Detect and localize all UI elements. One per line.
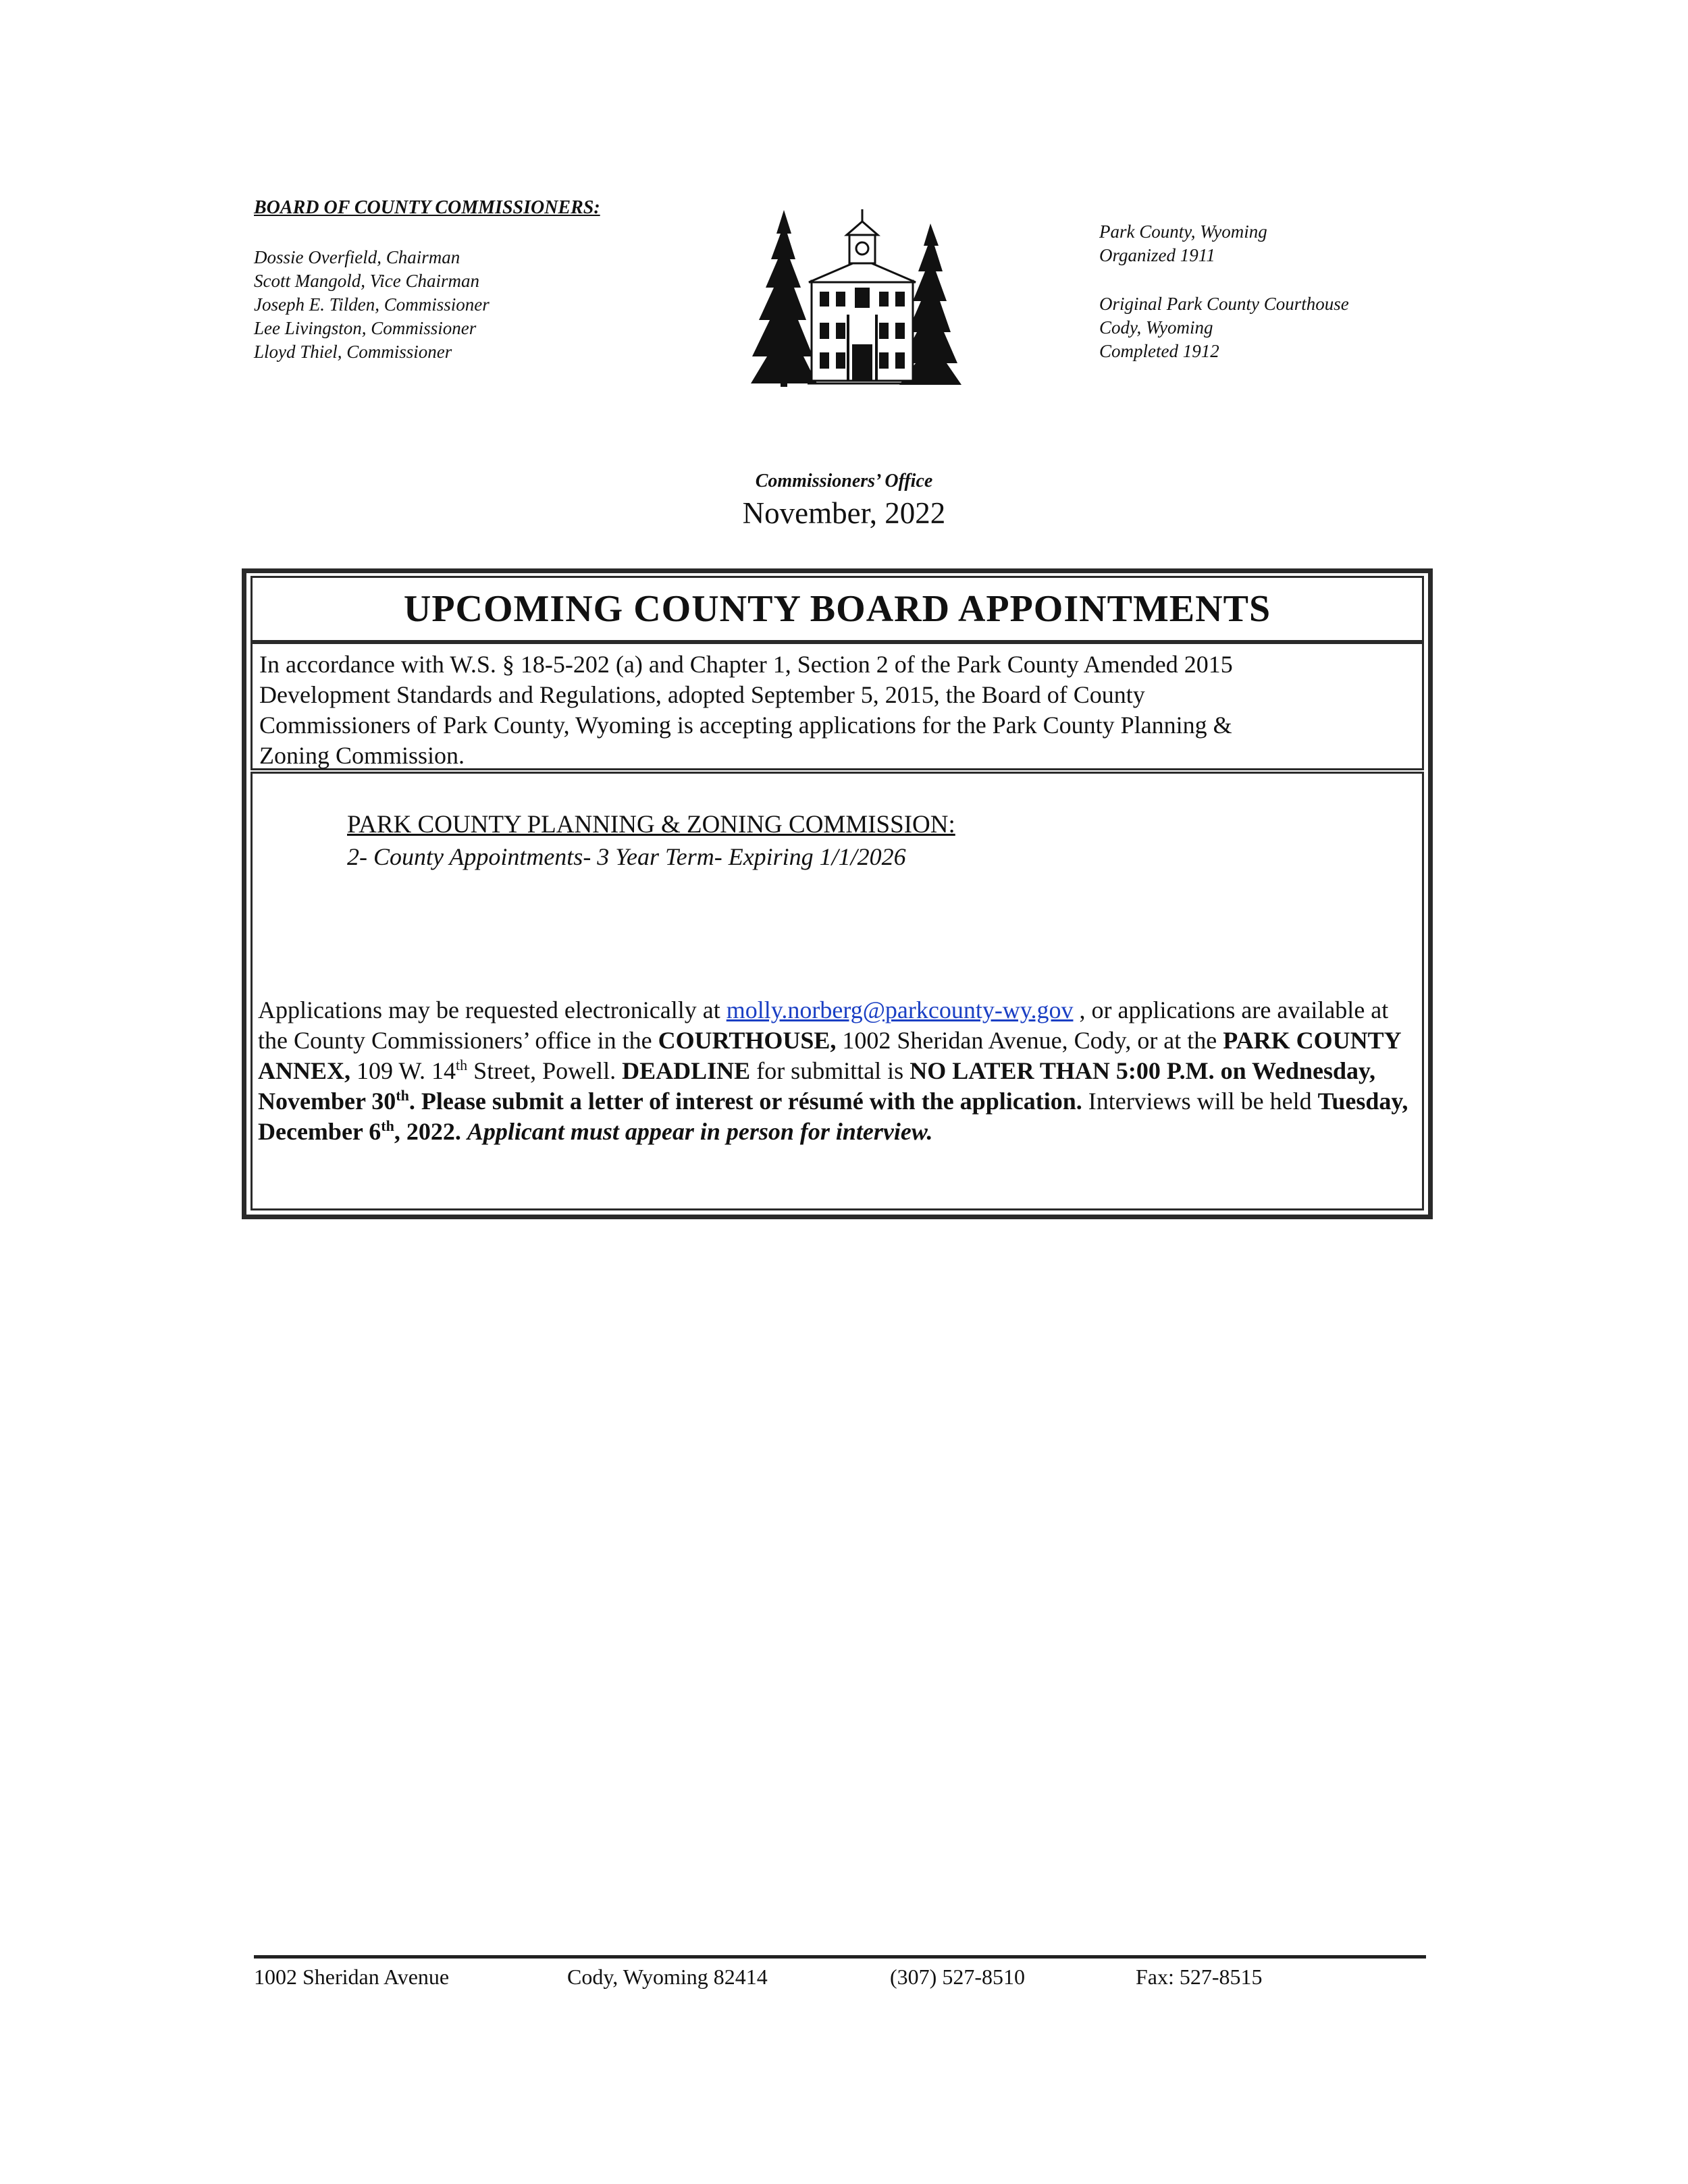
- apply-text: 1002 Sheridan Avenue, Cody, or at the: [836, 1027, 1223, 1054]
- commissioner-name: Scott Mangold, Vice Chairman: [254, 271, 479, 291]
- email-link[interactable]: molly.norberg@parkcounty-wy.gov: [726, 996, 1074, 1023]
- county-info: [1099, 220, 1349, 363]
- footer-divider: [254, 1955, 1426, 1959]
- commissioner-name: Lee Livingston, Commissioner: [254, 318, 477, 338]
- footer-fax: Fax: 527-8515: [1136, 1965, 1263, 1989]
- apply-text: , or applications are available at the County Commissioners’ office in the: [258, 996, 1389, 1054]
- notice-body: [250, 772, 1424, 1210]
- board-heading: BOARD OF COUNTY COMMISSIONERS:: [254, 197, 600, 218]
- footer-address: 1002 Sheridan Avenue: [254, 1965, 450, 1989]
- courthouse-with-pine-trees-icon: [747, 207, 963, 389]
- apply-text: [461, 1118, 467, 1145]
- footer-city: Cody, Wyoming 82414: [567, 1965, 768, 1989]
- county-organized: Organized 1911: [1099, 245, 1215, 265]
- submit-instruction: . Please submit a letter of interest or résumé with the application.: [408, 1088, 1082, 1115]
- intro-line: Zoning Commission.: [259, 742, 465, 769]
- apply-text: 109 W. 14: [350, 1057, 456, 1084]
- ordinal-suffix: th: [456, 1057, 468, 1073]
- intro-line: Commissioners of Park County, Wyoming is accepting applications for the Park County Planning &: [259, 712, 1232, 739]
- ordinal-suffix: th: [396, 1087, 409, 1104]
- courthouse-name: Original Park County Courthouse: [1099, 294, 1349, 314]
- annex-label: PARK COUNTY ANNEX,: [258, 1027, 1401, 1084]
- commissioner-list: [254, 246, 490, 364]
- notice-box: [242, 568, 1433, 1219]
- application-instructions: [258, 995, 1417, 1147]
- notice-intro: [250, 642, 1424, 770]
- notice-date: November, 2022: [742, 496, 946, 530]
- footer-phone: (307) 527-8510: [890, 1965, 1025, 1989]
- commission-appointments: 2- County Appointments- 3 Year Term- Expiring 1/1/2026: [347, 843, 906, 870]
- apply-text: Street, Powell.: [467, 1057, 623, 1084]
- courthouse-label: COURTHOUSE,: [658, 1027, 837, 1054]
- courthouse-completed: Completed 1912: [1099, 341, 1219, 361]
- apply-text: Applications may be requested electronically at: [258, 996, 727, 1023]
- commission-heading: PARK COUNTY PLANNING & ZONING COMMISSION:: [347, 811, 955, 838]
- courthouse-location: Cody, Wyoming: [1099, 317, 1213, 338]
- notice-title: UPCOMING COUNTY BOARD APPOINTMENTS: [250, 576, 1424, 642]
- commissioner-name: Joseph E. Tilden, Commissioner: [254, 294, 490, 315]
- ordinal-suffix: th: [381, 1117, 394, 1134]
- intro-line: Development Standards and Regulations, adopted September 5, 2015, the Board of County: [259, 681, 1145, 708]
- apply-text: Interviews will be held: [1082, 1088, 1318, 1115]
- commissioner-name: Dossie Overfield, Chairman: [254, 247, 460, 267]
- interview-year: , 2022.: [394, 1118, 461, 1145]
- deadline-label: DEADLINE: [622, 1057, 751, 1084]
- deadline-date: NO LATER THAN 5:00 P.M. on Wednesday, November 30: [258, 1057, 1376, 1115]
- interview-date: Tuesday, December 6: [258, 1088, 1408, 1145]
- apply-text: for submittal is: [750, 1057, 910, 1084]
- appearance-requirement: Applicant must appear in person for interview.: [467, 1118, 933, 1145]
- office-label: Commissioners’ Office: [755, 471, 933, 491]
- commissioner-name: Lloyd Thiel, Commissioner: [254, 342, 452, 362]
- intro-line: In accordance with W.S. § 18-5-202 (a) and Chapter 1, Section 2 of the Park County Amended 2015: [259, 651, 1233, 678]
- county-name: Park County, Wyoming: [1099, 221, 1267, 242]
